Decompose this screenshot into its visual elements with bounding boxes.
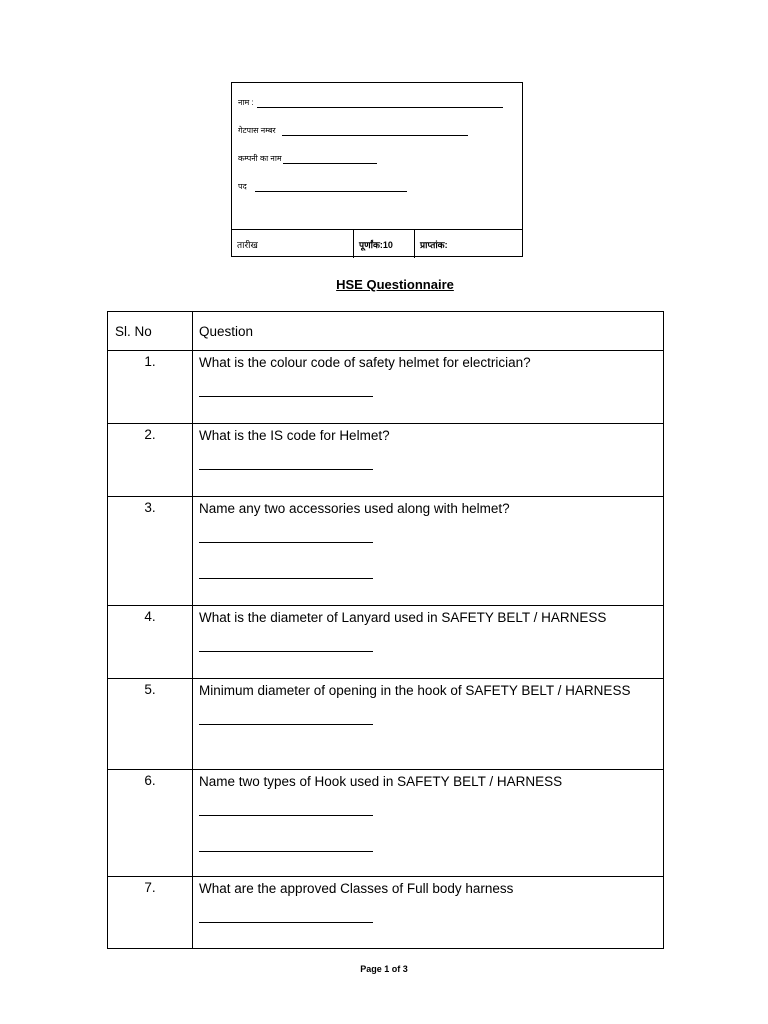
row-question-cell [193, 770, 664, 877]
name-underline [257, 99, 503, 108]
gatepass-field[interactable] [238, 125, 468, 136]
table-row [108, 770, 664, 877]
row-question-cell [193, 606, 664, 679]
header-sl-no: Sl. No [108, 312, 193, 351]
answer-line[interactable] [199, 922, 373, 923]
company-label: कम्पनी का नाम [238, 154, 282, 163]
table-header-row [108, 312, 664, 351]
post-underline [255, 183, 407, 192]
question-text: What are the approved Classes of Full body harness [199, 881, 514, 896]
row-question-cell [193, 679, 664, 770]
question-text: Minimum diameter of opening in the hook of SAFETY BELT / HARNESS [199, 683, 631, 698]
document-title [0, 277, 768, 292]
gatepass-label: गेटपास नम्बर [238, 126, 276, 135]
answer-line[interactable] [199, 396, 373, 397]
company-field[interactable] [238, 153, 377, 164]
table-row [108, 679, 664, 770]
name-field[interactable] [238, 97, 503, 108]
row-sl-no: 3. [108, 497, 193, 606]
date-label: तारीख [237, 240, 258, 250]
row-sl-no: 6. [108, 770, 193, 877]
answer-line[interactable] [199, 542, 373, 543]
total-marks-label: पूर्णांक:10 [359, 240, 393, 250]
header-question: Question [193, 312, 664, 351]
row-question-cell [193, 351, 664, 424]
name-label: नाम : [238, 98, 254, 107]
obtained-marks-cell[interactable] [414, 230, 522, 258]
questionnaire-table [107, 311, 664, 949]
row-sl-no: 5. [108, 679, 193, 770]
post-field[interactable] [238, 181, 407, 192]
table-row [108, 877, 664, 949]
date-cell[interactable] [232, 230, 353, 258]
row-sl-no: 7. [108, 877, 193, 949]
question-text: What is the IS code for Helmet? [199, 428, 390, 443]
answer-line[interactable] [199, 578, 373, 579]
question-text: What is the colour code of safety helmet for electrician? [199, 355, 531, 370]
page-number: Page 1 of 3 [360, 964, 408, 974]
table-row [108, 424, 664, 497]
answer-line[interactable] [199, 851, 373, 852]
row-question-cell [193, 497, 664, 606]
question-text: What is the diameter of Lanyard used in SAFETY BELT / HARNESS [199, 610, 607, 625]
candidate-info-box [231, 82, 523, 257]
row-question-cell [193, 424, 664, 497]
answer-line[interactable] [199, 815, 373, 816]
document-title-text: HSE Questionnaire [336, 277, 454, 292]
row-sl-no: 2. [108, 424, 193, 497]
table-row [108, 497, 664, 606]
question-text: Name two types of Hook used in SAFETY BELT / HARNESS [199, 774, 563, 789]
answer-line[interactable] [199, 651, 373, 652]
row-question-cell [193, 877, 664, 949]
company-underline [283, 155, 377, 164]
answer-line[interactable] [199, 469, 373, 470]
marks-row [232, 229, 522, 258]
gatepass-underline [282, 127, 468, 136]
post-label: पद [238, 182, 247, 191]
obtained-marks-label: प्राप्तांक: [420, 240, 448, 250]
answer-line[interactable] [199, 724, 373, 725]
row-sl-no: 4. [108, 606, 193, 679]
table-row [108, 606, 664, 679]
table-row [108, 351, 664, 424]
question-text: Name any two accessories used along with helmet? [199, 501, 510, 516]
row-sl-no: 1. [108, 351, 193, 424]
total-marks-cell [353, 230, 414, 258]
